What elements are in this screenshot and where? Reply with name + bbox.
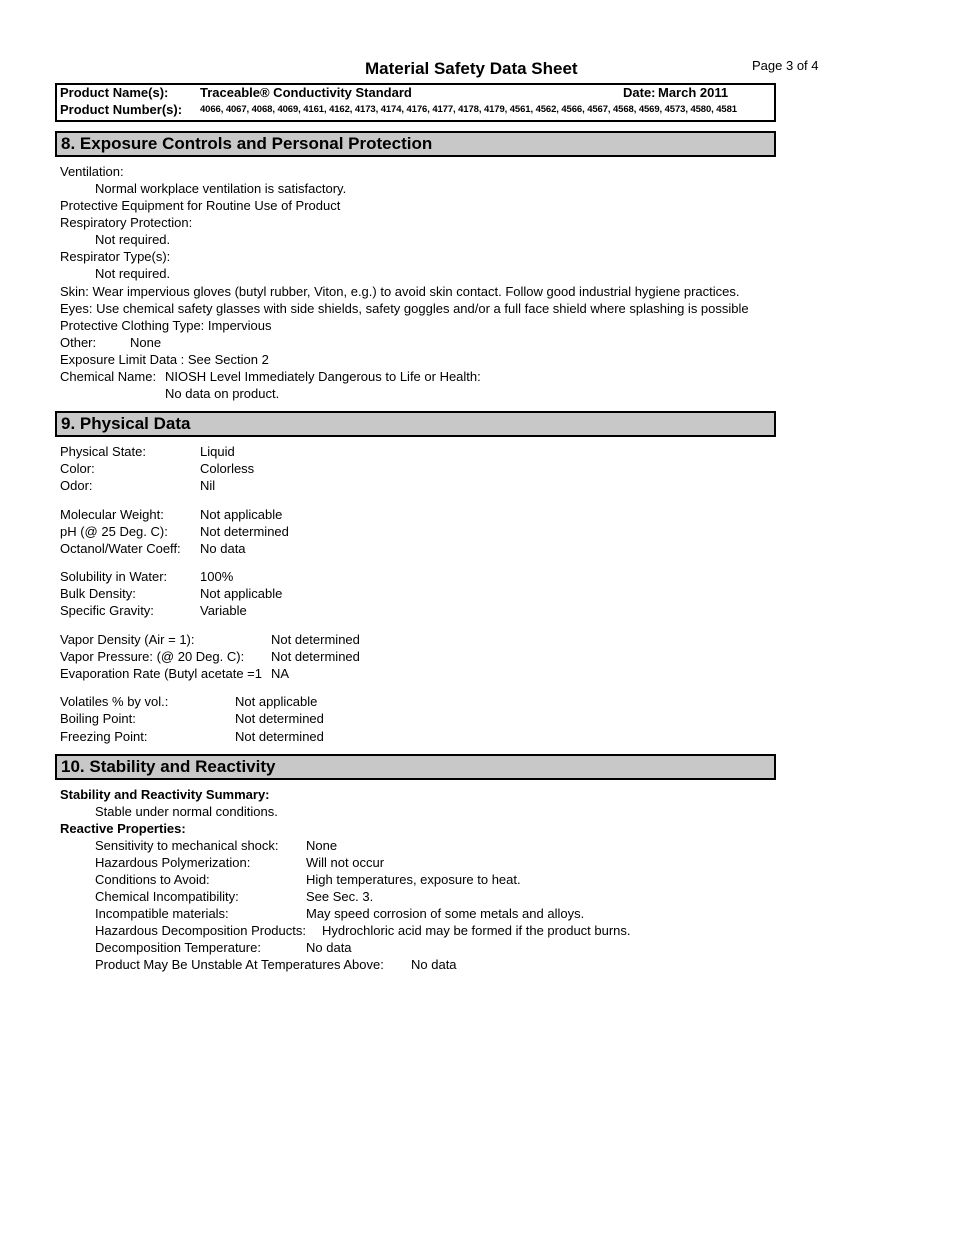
ventilation-label: Ventilation: [60, 164, 124, 179]
freezing-point-label: Freezing Point: [60, 729, 148, 744]
boiling-point-value: Not determined [235, 711, 324, 726]
shock-value: None [306, 838, 338, 853]
protective-clothing: Protective Clothing Type: Impervious [60, 318, 272, 333]
evaporation-rate-value: NA [271, 666, 290, 681]
chemical-incompatibility-label: Chemical Incompatibility: [95, 889, 239, 904]
chemical-incompatibility-value: See Sec. 3. [306, 889, 374, 904]
product-name: Traceable® Conductivity Standard [200, 85, 412, 100]
specific-gravity-label: Specific Gravity: [60, 603, 154, 618]
evaporation-rate-label: Evaporation Rate (Butyl acetate =1 [60, 666, 262, 681]
decomposition-temperature-value: No data [306, 940, 352, 955]
incompatible-materials-label: Incompatible materials: [95, 906, 229, 921]
molecular-weight-value: Not applicable [200, 507, 283, 522]
odor-value: Nil [200, 478, 216, 493]
bulk-density-value: Not applicable [200, 586, 283, 601]
molecular-weight-label: Molecular Weight: [60, 507, 164, 522]
stability-summary-label: Stability and Reactivity Summary: [60, 787, 270, 802]
date-value: March 2011 [658, 85, 729, 100]
volatiles-value: Not applicable [235, 694, 318, 709]
vapor-density-value: Not determined [271, 632, 360, 647]
chemical-name-label: Chemical Name: [60, 369, 157, 384]
odor-label: Odor: [60, 478, 93, 493]
ph-label: pH (@ 25 Deg. C): [60, 524, 168, 539]
product-number-label: Product Number(s): [60, 102, 183, 117]
stability-summary-value: Stable under normal conditions. [95, 804, 278, 819]
section-9-title: 9. Physical Data [61, 414, 191, 433]
color-label: Color: [60, 461, 95, 476]
section-8-title: 8. Exposure Controls and Personal Protection [61, 134, 433, 153]
eye-protection: Eyes: Use chemical safety glasses with side shields, safety goggles and/or a full face shield where splashing is possible [60, 301, 749, 316]
unstable-temperature-value: No data [411, 957, 457, 972]
section-9-header [55, 411, 776, 437]
vapor-pressure-label: Vapor Pressure: (@ 20 Deg. C): [60, 649, 245, 664]
other-value: None [130, 335, 162, 350]
respirator-type-value: Not required. [95, 266, 171, 281]
solubility-value: 100% [200, 569, 234, 584]
document-title: Material Safety Data Sheet [365, 59, 578, 78]
vapor-pressure-value: Not determined [271, 649, 360, 664]
volatiles-label: Volatiles % by vol.: [60, 694, 169, 709]
ventilation-value: Normal workplace ventilation is satisfactory. [95, 181, 347, 196]
polymerization-label: Hazardous Polymerization: [95, 855, 251, 870]
octanol-value: No data [200, 541, 246, 556]
respirator-type-label: Respirator Type(s): [60, 249, 171, 264]
exposure-limit: Exposure Limit Data : See Section 2 [60, 352, 269, 367]
protective-equipment: Protective Equipment for Routine Use of Product [60, 198, 341, 213]
skin-protection: Skin: Wear impervious gloves (butyl rubber, Viton, e.g.) to avoid skin contact. Follow good industrial hygiene practices. [60, 284, 740, 299]
shock-label: Sensitivity to mechanical shock: [95, 838, 279, 853]
unstable-temperature-label: Product May Be Unstable At Temperatures Above: [95, 957, 384, 972]
section-10-title: 10. Stability and Reactivity [61, 757, 276, 776]
chemical-name: NIOSH Level Immediately Dangerous to Life or Health: [165, 369, 481, 384]
decomposition-temperature-label: Decomposition Temperature: [95, 940, 261, 955]
respiratory-label: Respiratory Protection: [60, 215, 193, 230]
product-name-label: Product Name(s): [60, 85, 169, 100]
date-label: Date: [623, 85, 656, 100]
octanol-label: Octanol/Water Coeff: [60, 541, 181, 556]
ph-value: Not determined [200, 524, 289, 539]
section-8-header [55, 131, 776, 157]
boiling-point-label: Boiling Point: [60, 711, 136, 726]
page-number: Page 3 of 4 [752, 58, 819, 73]
respiratory-value: Not required. [95, 232, 171, 247]
conditions-avoid-value: High temperatures, exposure to heat. [306, 872, 521, 887]
physical-state-value: Liquid [200, 444, 235, 459]
decomposition-products-value: Hydrochloric acid may be formed if the product burns. [322, 923, 631, 938]
color-value: Colorless [200, 461, 255, 476]
conditions-avoid-label: Conditions to Avoid: [95, 872, 210, 887]
specific-gravity-value: Variable [200, 603, 247, 618]
incompatible-materials-value: May speed corrosion of some metals and alloys. [306, 906, 585, 921]
vapor-density-label: Vapor Density (Air = 1): [60, 632, 195, 647]
freezing-point-value: Not determined [235, 729, 324, 744]
polymerization-value: Will not occur [306, 855, 385, 870]
reactive-properties-label: Reactive Properties: [60, 821, 186, 836]
physical-state-label: Physical State: [60, 444, 146, 459]
chemical-name-value: No data on product. [165, 386, 280, 401]
bulk-density-label: Bulk Density: [60, 586, 136, 601]
section-10-header [55, 754, 776, 780]
product-numbers: 4066, 4067, 4068, 4069, 4161, 4162, 4173, 4174, 4176, 4177, 4178, 4179, 4561, 4562, 4566, 4567, 4568, 4569, 4573, 4580, 4581 [200, 104, 737, 115]
decomposition-products-label: Hazardous Decomposition Products: [95, 923, 306, 938]
solubility-label: Solubility in Water: [60, 569, 168, 584]
other-label: Other: [60, 335, 97, 350]
